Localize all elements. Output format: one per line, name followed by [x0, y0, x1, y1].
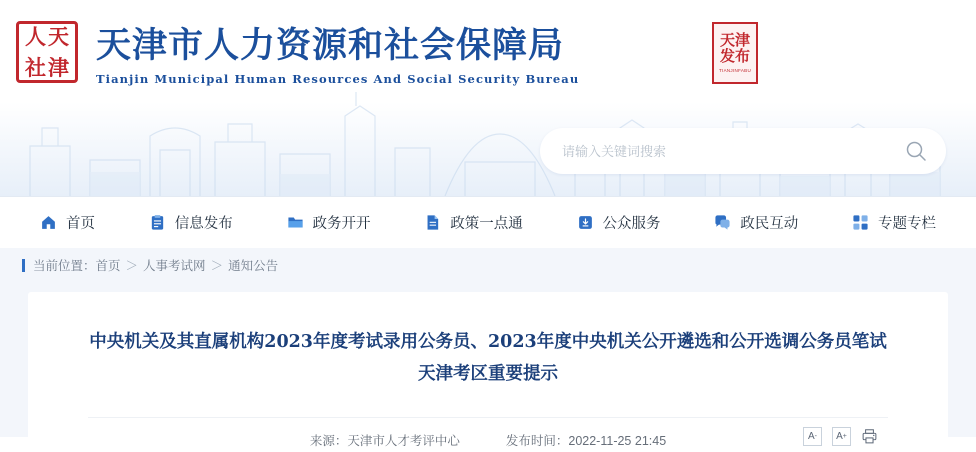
article-publish-value: 2022-11-25 21:45 — [568, 433, 667, 448]
home-icon — [40, 214, 57, 231]
nav-item-gov-affairs[interactable] — [287, 212, 371, 233]
article-tools — [803, 427, 878, 446]
folder-icon — [287, 214, 304, 231]
site-title-en: Tianjin Municipal Human Resources And Social Security Bureau — [96, 72, 580, 86]
gov-badge[interactable] — [712, 22, 758, 84]
chat-icon — [714, 214, 731, 231]
site-title-group — [96, 18, 579, 86]
document-icon — [424, 214, 441, 231]
main-nav — [0, 196, 976, 248]
article-title: 中央机关及其直属机构2023年度考试录用公务员、2023年度中央机关公开遴选和公开选调公务员笔试天津考区重要提示 — [89, 332, 887, 385]
nav-item-policy[interactable] — [424, 212, 523, 233]
nav-item-public-service[interactable] — [577, 212, 661, 233]
printer-icon[interactable] — [861, 428, 878, 445]
gov-badge-en: TIANJINFABU — [718, 67, 752, 73]
site-title-cn: 天津市人力资源和社会保障局 — [96, 25, 565, 66]
nav-label-public-service: 公众服务 — [602, 216, 661, 232]
nav-label-topics: 专题专栏 — [878, 216, 936, 232]
seal-logo — [16, 21, 78, 83]
nav-item-interaction[interactable] — [714, 212, 798, 233]
article-source-value: 天津市人才考评中心 — [347, 433, 460, 448]
site-logo[interactable] — [16, 18, 579, 86]
hand-service-icon — [577, 214, 594, 231]
font-decrease-button[interactable]: A - — [803, 427, 822, 446]
breadcrumb-item-exam-site[interactable]: 人事考试网 — [143, 259, 206, 273]
gov-badge-cn: 天津发布 — [719, 31, 750, 65]
site-header — [0, 0, 976, 196]
nav-label-gov-affairs: 政务开开 — [312, 216, 371, 232]
breadcrumb-separator-2: ＞ — [210, 259, 224, 273]
nav-label-home: 首页 — [66, 216, 95, 232]
breadcrumb — [0, 248, 976, 282]
article-publish-time — [506, 431, 666, 449]
nav-label-policy: 政策一点通 — [450, 216, 523, 232]
breadcrumb-item-notice[interactable]: 通知公告 — [228, 259, 279, 273]
article-publish-label: 发布时间： — [505, 433, 569, 448]
seal-char-1: 人 — [25, 24, 46, 49]
seal-char-4: 津 — [48, 55, 69, 80]
search-input[interactable] — [562, 144, 904, 159]
article-card — [28, 292, 948, 452]
seal-char-3: 天 — [48, 24, 69, 49]
breadcrumb-prefix: 当前位置： — [33, 259, 96, 273]
search-box[interactable] — [540, 128, 946, 174]
nav-item-info-release[interactable] — [149, 212, 233, 233]
nav-label-info-release: 信息发布 — [174, 216, 233, 232]
article-meta — [88, 417, 888, 449]
breadcrumb-separator-1: ＞ — [125, 259, 139, 273]
article-source-label: 来源： — [309, 433, 348, 448]
seal-char-2: 社 — [25, 55, 46, 80]
clipboard-icon — [149, 214, 166, 231]
breadcrumb-item-home[interactable]: 首页 — [95, 259, 121, 273]
font-decrease-label: A — [807, 430, 815, 442]
article-source — [310, 431, 460, 449]
nav-item-home[interactable] — [40, 212, 95, 233]
nav-label-interaction: 政民互动 — [740, 216, 799, 232]
search-icon[interactable] — [904, 139, 928, 163]
font-increase-button[interactable]: A + — [832, 427, 851, 446]
grid-icon — [852, 214, 869, 231]
font-increase-label: A — [836, 430, 843, 442]
breadcrumb-marker — [22, 259, 25, 272]
nav-item-topics[interactable] — [852, 212, 936, 233]
